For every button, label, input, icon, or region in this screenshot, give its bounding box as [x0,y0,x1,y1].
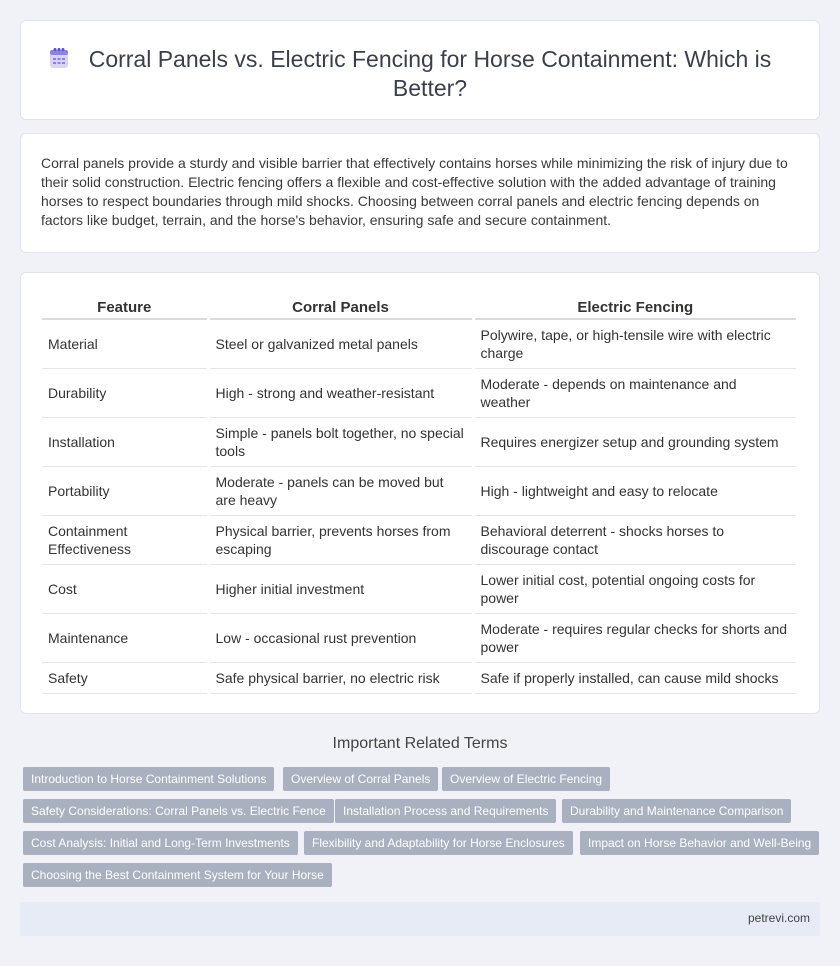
related-term-tag[interactable]: Installation Process and Requirements [335,799,556,823]
column-header-feature: Feature [42,295,208,319]
intro-card [20,133,820,253]
feature-cell: Durability [42,368,208,417]
related-term-tag[interactable]: Safety Considerations: Corral Panels vs. Electric Fence [23,799,334,823]
related-term-tag[interactable]: Flexibility and Adaptability for Horse Enclosures [304,831,573,855]
related-term-tag[interactable]: Overview of Electric Fencing [442,767,610,791]
table-row [42,613,798,662]
table-header-row [42,295,798,319]
title-card [20,20,820,120]
comparison-card [20,272,820,714]
related-term-tag[interactable]: Durability and Maintenance Comparison [562,799,791,823]
feature-cell: Portability [42,466,208,515]
feature-cell: Material [42,319,208,368]
electric-cell: High - lightweight and easy to relocate [473,466,798,515]
feature-cell: Containment Effectiveness [42,515,208,564]
page-title: Corral Panels vs. Electric Fencing for Horse Containment: Which is Better? [88,46,772,101]
related-term-tag[interactable]: Introduction to Horse Containment Solutions [23,767,274,791]
table-row [42,662,798,693]
intro-paragraph: Corral panels provide a sturdy and visible barrier that effectively contains horses while minimizing the risk of injury due to their solid construction. Electric fencing offers a flexible and cost-effective solution with the added advantage of training horses to respect boundaries through mild shocks. Choosing between corral panels and electric fencing depends on factors like budget, terrain, and the horse's behavior, ensuring safe and secure containment. [41,155,788,228]
electric-cell: Polywire, tape, or high-tensile wire with electric charge [473,319,798,368]
electric-cell: Behavioral deterrent - shocks horses to discourage contact [473,515,798,564]
feature-cell: Installation [42,417,208,466]
table-row [42,368,798,417]
electric-cell: Moderate - requires regular checks for shorts and power [473,613,798,662]
table-row [42,515,798,564]
electric-cell: Safe if properly installed, can cause mild shocks [473,662,798,693]
related-term-tag[interactable]: Impact on Horse Behavior and Well-Being [580,831,819,855]
corral-cell: Low - occasional rust prevention [208,613,473,662]
corral-cell: Moderate - panels can be moved but are heavy [208,466,473,515]
table-row [42,417,798,466]
related-term-tag[interactable]: Choosing the Best Containment System for Your Horse [23,863,332,887]
electric-cell: Requires energizer setup and grounding system [473,417,798,466]
footer-site-link[interactable]: petrevi.com [747,911,810,925]
table-row [42,319,798,368]
related-term-tag[interactable]: Overview of Corral Panels [283,767,438,791]
corral-cell: Safe physical barrier, no electric risk [208,662,473,693]
electric-cell: Lower initial cost, potential ongoing costs for power [473,564,798,613]
corral-cell: Physical barrier, prevents horses from escaping [208,515,473,564]
feature-cell: Safety [42,662,208,693]
column-header-corral: Corral Panels [208,295,473,319]
table-row [42,466,798,515]
corral-cell: Steel or galvanized metal panels [208,319,473,368]
electric-cell: Moderate - depends on maintenance and weather [473,368,798,417]
column-header-electric: Electric Fencing [473,295,798,319]
feature-cell: Cost [42,564,208,613]
corral-cell: Simple - panels bolt together, no special tools [208,417,473,466]
related-terms-heading: Important Related Terms [332,735,508,752]
corral-cell: Higher initial investment [208,564,473,613]
related-term-tag[interactable]: Cost Analysis: Initial and Long-Term Investments [23,831,298,855]
table-row [42,564,798,613]
feature-cell: Maintenance [42,613,208,662]
comparison-table [42,295,799,694]
corral-cell: High - strong and weather-resistant [208,368,473,417]
footer [20,902,820,936]
